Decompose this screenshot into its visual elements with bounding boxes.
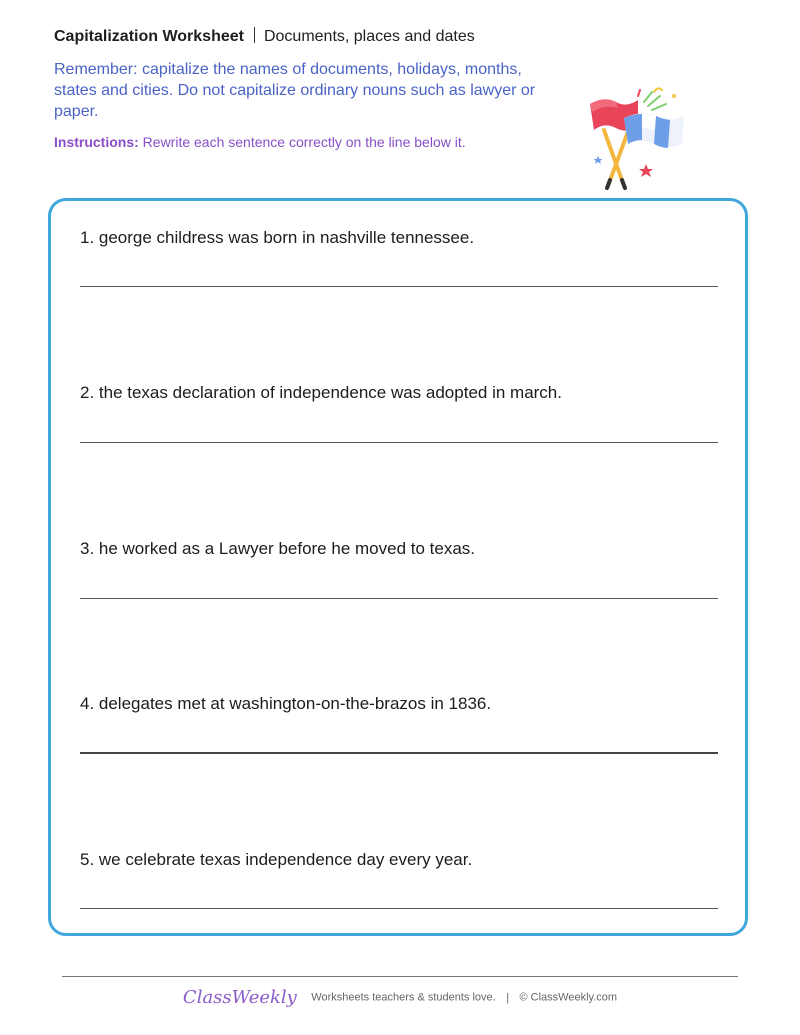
question-1: 1. george childress was born in nashville tennessee. bbox=[80, 228, 475, 247]
question-3: 3. he worked as a Lawyer before he moved to texas. bbox=[80, 539, 476, 558]
subtitle-text: Documents, places and dates bbox=[263, 28, 475, 45]
question-2: 2. the texas declaration of independence was adopted in march. bbox=[80, 383, 562, 402]
footer-tagline: Worksheets teachers & students love. bbox=[311, 991, 496, 1004]
questions-card bbox=[48, 198, 748, 936]
question-4: 4. delegates met at washington-on-the-brazos in 1836. bbox=[80, 694, 492, 713]
instructions-label: Instructions: bbox=[54, 134, 139, 150]
instructions-text: Rewrite each sentence correctly on the line below it. bbox=[142, 134, 466, 150]
instructions bbox=[54, 134, 466, 150]
crossed-flags-icon bbox=[582, 82, 692, 192]
question-5: 5. we celebrate texas independence day every year. bbox=[80, 850, 473, 869]
footer bbox=[0, 987, 800, 1008]
answer-line-3[interactable] bbox=[80, 598, 718, 599]
answer-line-4[interactable] bbox=[80, 752, 718, 754]
brand-logo: ClassWeekly bbox=[182, 987, 297, 1008]
remember-note: Remember: capitalize the names of documents, holidays, months, states and cities. Do not capitalize ordinary nouns such as lawyer or paper. bbox=[54, 61, 536, 120]
worksheet-title bbox=[54, 27, 475, 46]
footer-divider bbox=[62, 976, 738, 977]
footer-separator: | bbox=[506, 991, 510, 1004]
answer-line-2[interactable] bbox=[80, 442, 718, 443]
answer-line-1[interactable] bbox=[80, 286, 718, 287]
title-divider bbox=[254, 27, 255, 43]
title-text: Capitalization Worksheet bbox=[54, 28, 244, 45]
answer-line-5[interactable] bbox=[80, 908, 718, 909]
footer-copyright: © ClassWeekly.com bbox=[519, 991, 618, 1004]
